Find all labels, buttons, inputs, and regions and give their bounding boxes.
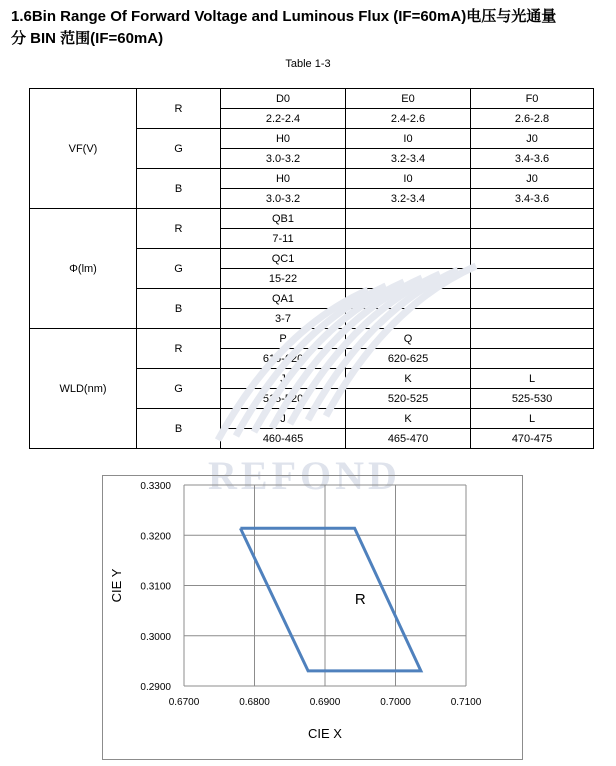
- bin-range-cell: 3-7: [221, 309, 346, 329]
- y-tick-label: 0.3100: [140, 581, 171, 593]
- bin-code-cell: I0: [346, 169, 471, 189]
- bin-range-cell: 3.2-3.4: [346, 149, 471, 169]
- y-tick-label: 0.3200: [140, 531, 171, 543]
- bin-code-cell: K: [346, 409, 471, 429]
- color-label: G: [137, 129, 221, 169]
- y-tick-label: 0.2900: [140, 682, 171, 693]
- bin-range-cell: 470-475: [471, 429, 594, 449]
- bin-code-cell: J0: [471, 129, 594, 149]
- bin-code-cell: H0: [221, 169, 346, 189]
- parameter-label: WLD(nm): [30, 329, 137, 449]
- bin-code-cell: H0: [221, 129, 346, 149]
- color-label: R: [137, 209, 221, 249]
- bin-range-cell: 465-470: [346, 429, 471, 449]
- y-axis-title: CIE Y: [109, 568, 124, 603]
- bin-range-cell: 2.4-2.6: [346, 109, 471, 129]
- color-label: B: [137, 289, 221, 329]
- bin-range-cell: 460-465: [221, 429, 346, 449]
- parameter-label: VF(V): [30, 89, 137, 209]
- bin-code-cell: K: [346, 369, 471, 389]
- parameter-label: Φ(lm): [30, 209, 137, 329]
- bin-range-cell: 3.2-3.4: [346, 189, 471, 209]
- table-caption: Table 1-3: [285, 58, 331, 70]
- heading-line-1: 1.6Bin Range Of Forward Voltage and Luminous Flux (IF=60mA)电压与光通量: [11, 8, 557, 25]
- bin-range-cell: 2.2-2.4: [221, 109, 346, 129]
- bin-range-cell: 3.0-3.2: [221, 149, 346, 169]
- bin-code-cell: D0: [221, 89, 346, 109]
- heading-line-2: 分 BIN 范围(IF=60mA): [11, 30, 164, 47]
- x-tick-label: 0.6900: [309, 697, 341, 708]
- x-tick-label: 0.6800: [239, 697, 270, 708]
- bin-range-cell: 615-620: [221, 349, 346, 369]
- bin-code-cell: F0: [471, 89, 594, 109]
- color-label: G: [137, 369, 221, 409]
- x-tick-label: 0.6700: [168, 697, 200, 708]
- y-tick-label: 0.3000: [140, 631, 171, 643]
- bin-range-cell: 525-530: [471, 389, 594, 409]
- bin-range-cell: 3.4-3.6: [471, 149, 594, 169]
- watermark: REFOND: [208, 453, 401, 498]
- bin-code-cell: J: [221, 369, 346, 389]
- bin-code-cell: Q: [346, 329, 471, 349]
- region-label: R: [354, 591, 366, 609]
- color-label: R: [137, 89, 221, 129]
- y-tick-label: 0.3300: [140, 481, 171, 492]
- color-label: B: [137, 169, 221, 209]
- series-line-r: [240, 528, 420, 671]
- bin-code-cell: I0: [346, 129, 471, 149]
- bin-range-cell: 3.4-3.6: [471, 189, 594, 209]
- x-tick-label: 0.7100: [450, 697, 482, 708]
- x-tick-label: 0.7000: [380, 697, 411, 708]
- bin-code-cell: QC1: [221, 249, 346, 269]
- color-label: B: [137, 409, 221, 449]
- bin-code-cell: P: [221, 329, 346, 349]
- color-label: G: [137, 249, 221, 289]
- bin-range-cell: 515-520: [221, 389, 346, 409]
- bin-range-cell: 7-11: [221, 229, 346, 249]
- color-label: R: [137, 329, 221, 369]
- bin-code-cell: J: [221, 409, 346, 429]
- bin-range-cell: 2.6-2.8: [471, 109, 594, 129]
- bin-range-cell: 520-525: [346, 389, 471, 409]
- x-axis-title: CIE X: [308, 726, 342, 741]
- bin-code-cell: J0: [471, 169, 594, 189]
- bin-code-cell: L: [471, 409, 594, 429]
- bin-range-cell: 15-22: [221, 269, 346, 289]
- bin-code-cell: E0: [346, 89, 471, 109]
- bin-range-cell: 620-625: [346, 349, 471, 369]
- bin-code-cell: L: [471, 369, 594, 389]
- bin-range-cell: 3.0-3.2: [221, 189, 346, 209]
- bin-code-cell: QB1: [221, 209, 346, 229]
- bin-code-cell: QA1: [221, 289, 346, 309]
